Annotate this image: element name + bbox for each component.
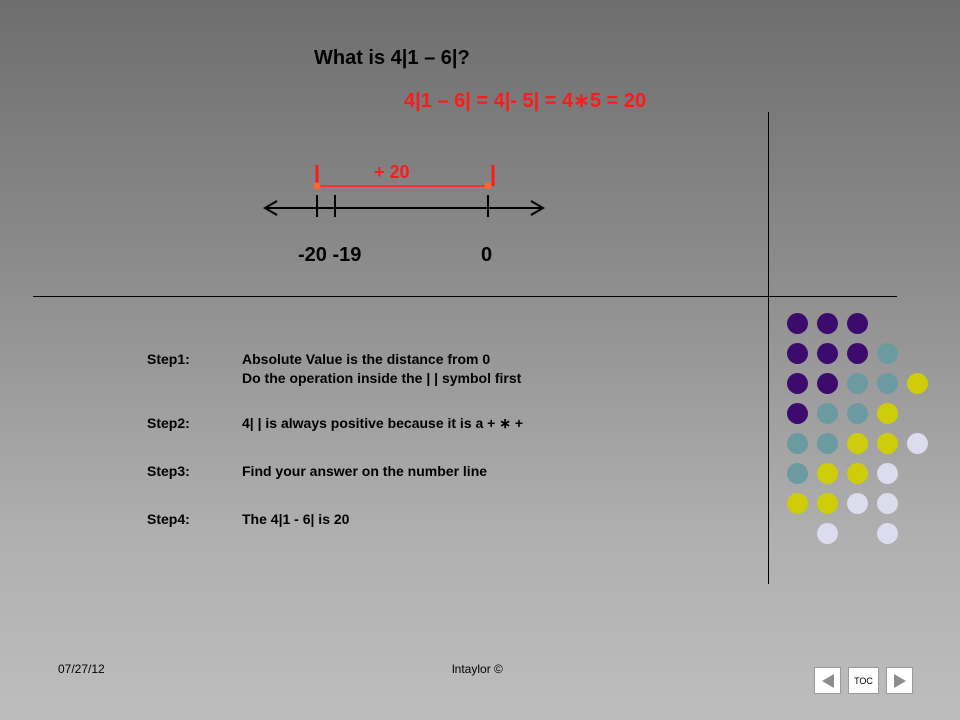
dot (877, 403, 898, 424)
solution-equation: 4|1 – 6| = 4|- 5| = 4∗5 = 20 (404, 90, 647, 112)
dot (817, 523, 838, 544)
dot (787, 313, 808, 334)
step4-text: The 4|1 - 6| is 20 (242, 511, 350, 527)
dot (817, 313, 838, 334)
dot (907, 373, 928, 394)
prev-slide-button[interactable] (814, 667, 841, 694)
dot (787, 343, 808, 364)
horizontal-divider (33, 296, 897, 297)
step1-line2: Do the operation inside the | | symbol first (242, 370, 522, 386)
vertical-divider (768, 112, 769, 584)
dot (817, 343, 838, 364)
step2-label: Step2: (147, 415, 190, 431)
dot (817, 433, 838, 454)
dot (817, 463, 838, 484)
step1-line1: Absolute Value is the distance from 0 (242, 351, 491, 367)
dot (817, 403, 838, 424)
step2-text: 4| | is always positive because it is a + ∗ + (242, 415, 524, 431)
step3-label: Step3: (147, 463, 190, 479)
step1-label: Step1: (147, 351, 190, 367)
toc-button[interactable] (848, 667, 879, 694)
dot (907, 433, 928, 454)
dot (847, 463, 868, 484)
slide-title: What is 4|1 – 6|? (314, 47, 470, 69)
dot (877, 493, 898, 514)
dot (877, 433, 898, 454)
dot (847, 313, 868, 334)
tick-label-zero: 0 (481, 244, 493, 266)
toc-label: TOC (854, 675, 873, 686)
dot (817, 493, 838, 514)
dot (877, 463, 898, 484)
dot (877, 523, 898, 544)
footer-credit: lntaylor © (452, 662, 503, 676)
dot (787, 403, 808, 424)
dot (787, 463, 808, 484)
dot (787, 433, 808, 454)
dot (847, 403, 868, 424)
dot (847, 433, 868, 454)
distance-start-point (314, 183, 321, 190)
step3-text: Find your answer on the number line (242, 463, 488, 479)
dot (847, 343, 868, 364)
distance-label: + 20 (374, 162, 410, 182)
dot (877, 343, 898, 364)
dot (817, 373, 838, 394)
dot (847, 493, 868, 514)
dot (787, 493, 808, 514)
dot (847, 373, 868, 394)
step1-text (242, 350, 521, 388)
distance-end-point (485, 183, 492, 190)
tick-label-negative: -20 -19 (298, 244, 362, 266)
triangle-left-icon (822, 674, 834, 688)
triangle-right-icon (894, 674, 906, 688)
dot (787, 373, 808, 394)
footer-date: 07/27/12 (58, 662, 105, 676)
next-slide-button[interactable] (886, 667, 913, 694)
step4-label: Step4: (147, 511, 190, 527)
dot (877, 373, 898, 394)
decorative-dot-grid (787, 313, 927, 553)
